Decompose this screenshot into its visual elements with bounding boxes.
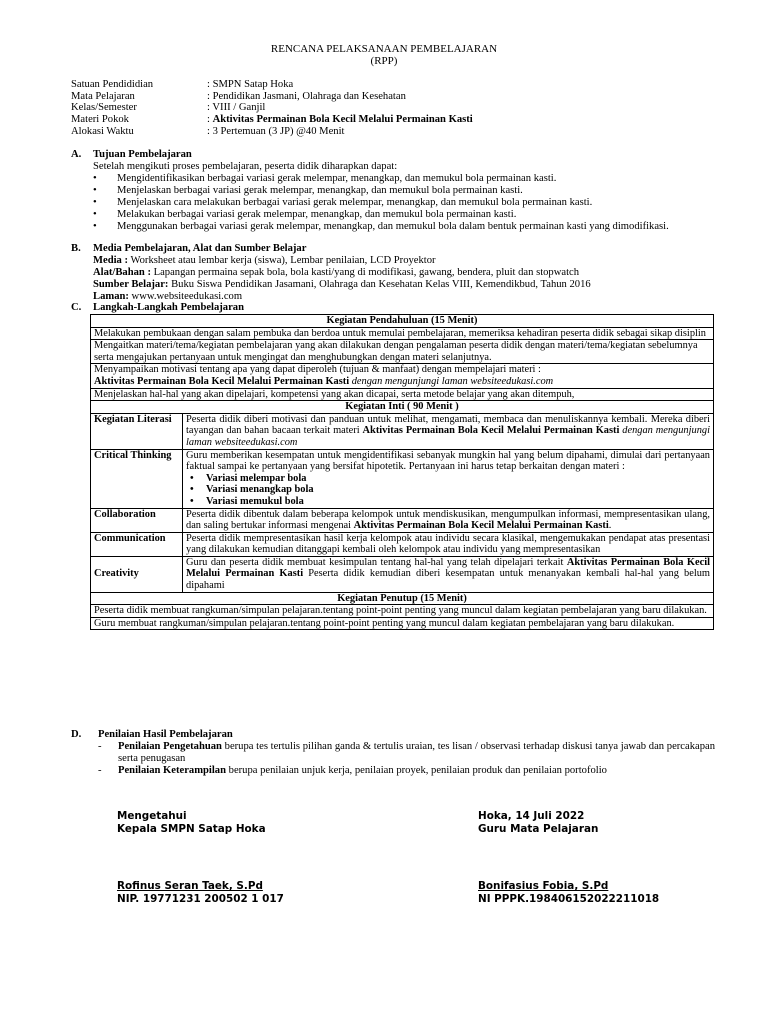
- list-item: • Variasi menangkap bola: [186, 484, 710, 496]
- cell-italic: dengan mengunjungi laman websiteedukasi.com: [186, 425, 710, 448]
- table-row: Menjelaskan hal-hal yang akan dipelajari, kompetensi yang akan dicapai, serta metode belajar yang akan ditempuh,: [91, 388, 714, 401]
- signature-left: [117, 810, 284, 906]
- list-item: • Menggunakan berbagai variasi gerak melempar, menangkap, dan memukul bola dalam bentuk permainan kasti yang dimodifikasi.: [93, 221, 711, 233]
- identity-label: Materi Pokok: [71, 114, 129, 126]
- section-letter: A.: [71, 149, 82, 160]
- signature-line: Kepala SMPN Satap Hoka: [117, 823, 266, 835]
- row-label: Collaboration: [91, 508, 183, 532]
- assessment-label: Penilaian Pengetahuan: [118, 741, 222, 752]
- table-cell-bold: Aktivitas Permainan Bola Kecil Melalui Permainan Kasti: [94, 375, 350, 387]
- assessment-text: berupa tes tertulis pilihan ganda & tertulis uraian, tes lisan / observasi terhadap diskusi tanya jawab dan percakapan serta penugasan: [118, 741, 716, 764]
- row-label: Communication: [91, 532, 183, 556]
- row-content: [183, 556, 714, 592]
- table-row: Mengaitkan materi/tema/kegiatan pembelajaran yang akan dilakukan dengan pengalaman peserta didik dengan materi/tema/kegiatan sebelumnya serta mengajukan pertanyaan untuk mengingat dan menghubungkan dengan materi selanjutnya.: [91, 340, 714, 364]
- table-row: [91, 449, 714, 508]
- section-letter: C.: [71, 302, 82, 313]
- identity-row: [71, 114, 473, 126]
- list-item: [96, 765, 715, 777]
- cell-text: Guru dan peserta didik membuat kesimpulan tentang hal-hal yang telah dipelajari terkait: [186, 556, 567, 568]
- cell-text: Guru memberikan kesempatan untuk mengidentifikasi sebanyak mungkin hal yang belum dipahami, dimulai dari pertanyaan faktual sampai ke pertanyaan yang bersifat hipotetik. Pertanyaan ini harus tetap berkaitan dengan materi :: [186, 449, 710, 473]
- identity-value: : VIII / Ganjil: [207, 102, 266, 114]
- list-item: • Melakukan berbagai variasi gerak melempar, menangkap, dan memukul bola permainan kasti.: [93, 209, 711, 221]
- media-text: Worksheet atau lembar kerja (siswa), Lembar penilaian, LCD Proyektor: [128, 255, 436, 266]
- identity-block: [71, 79, 473, 137]
- identity-value-prefix: :: [207, 114, 213, 126]
- identity-label: Mata Pelajaran: [71, 90, 135, 102]
- section-heading: Tujuan Pembelajaran: [93, 149, 192, 160]
- identity-value: : SMPN Satap Hoka: [207, 79, 294, 90]
- cell-text: Peserta didik diberi motivasi dan panduan untuk melihat, mengamati, membaca dan menuliskannya kembali. Mereka diberi tayangan dan bahan bacaan terkait materi: [186, 413, 710, 437]
- list-item: • Variasi memukul bola: [186, 496, 710, 508]
- sumber-line: [93, 279, 711, 291]
- identity-row: [71, 91, 473, 103]
- table-row: Peserta didik membuat rangkuman/simpulan pelajaran.tentang point-point penting yang muncul dalam kegiatan pembelajaran yang baru dilakukan.: [91, 605, 714, 618]
- list-item: [96, 741, 715, 765]
- table-header: Kegiatan Penutup (15 Menit): [91, 592, 714, 605]
- table-header: Kegiatan Pendahuluan (15 Menit): [91, 315, 714, 328]
- signature-name: Rofinus Seran Taek, S.Pd: [117, 880, 263, 892]
- critical-items: [186, 473, 710, 508]
- document-title: RENCANA PELAKSANAAN PEMBELAJARAN: [270, 43, 498, 55]
- laman-label: Laman:: [93, 291, 129, 302]
- signature-id: NI PPPK.198406152022211018: [478, 893, 660, 905]
- section-intro: Setelah mengikuti proses pembelajaran, peserta didik diharapkan dapat:: [93, 161, 398, 172]
- section-heading: Langkah-Langkah Pembelajaran: [93, 302, 244, 313]
- table-row: Guru membuat rangkuman/simpulan pelajaran.tentang point-point penting yang muncul dalam kegiatan pembelajaran yang baru dilakukan.: [91, 617, 714, 630]
- table-cell-italic: dengan mengunjungi laman websiteedukasi.com: [349, 375, 554, 387]
- identity-label: Satuan Pendididian: [71, 79, 154, 90]
- identity-row: [71, 126, 473, 138]
- row-content: [183, 413, 714, 449]
- signature-line: Mengetahui: [117, 810, 187, 822]
- cell-text: Peserta didik dibentuk dalam beberapa kelompok untuk mendiskusikan, mengumpulkan informasi, mempresentasikan ulang, dan saling bertukar informasi mengenai: [186, 508, 710, 532]
- row-content: [183, 449, 714, 508]
- row-label: Critical Thinking: [91, 449, 183, 508]
- section-heading: Penilaian Hasil Pembelajaran: [98, 729, 233, 740]
- signature-id: NIP. 19771231 200502 1 017: [117, 893, 284, 905]
- objectives-list: [71, 173, 711, 233]
- assessment-text: berupa penilaian unjuk kerja, penilaian proyek, penilaian produk dan penilaian portofolio: [226, 765, 607, 776]
- cell-bold: Aktivitas Permainan Bola Kecil Melalui Permainan Kasti: [353, 520, 609, 532]
- sumber-text: Buku Siswa Pendidikan Jasamani, Olahraga dan Kesehatan Kelas VIII, Kemendikbud, Tahun 2016: [168, 279, 591, 290]
- table-cell-text: Menyampaikan motivasi tentang apa yang dapat diperoleh (tujuan & manfaat) dengan mempelajari materi :: [94, 364, 541, 376]
- cell-bold: Aktivitas Permainan Bola Kecil Melalui Permainan Kasti: [186, 556, 710, 580]
- media-line: [93, 255, 711, 267]
- alat-text: Lapangan permaina sepak bola, bola kasti/yang di modifikasi, gawang, bendera, pluit dan stopwatch: [150, 267, 580, 278]
- cell-text: Peserta didik kemudian diberi kesempatan untuk menanyakan kembali hal-hal yang belum dipahami: [186, 568, 711, 592]
- cell-bold: Aktivitas Permainan Bola Kecil Melalui Permainan Kasti: [362, 425, 620, 437]
- cell-text: .: [608, 520, 612, 532]
- table-row: Melakukan pembukaan dengan salam pembuka dan berdoa untuk memulai pembelajaran, memeriksa kehadiran peserta didik sebagai sikap disiplin: [91, 327, 714, 340]
- row-content: Peserta didik mempresentasikan hasil kerja kelompok atau individu secara klasikal, mengemukakan pendapat atas presentasi yang dilakukan kemudian ditanggapi kembali oleh kelompok atau individu yang mempresentasikan: [183, 532, 714, 556]
- section-b: [71, 243, 711, 303]
- signature-line: Hoka, 14 Juli 2022: [478, 810, 585, 822]
- row-label: Kegiatan Literasi: [91, 413, 183, 449]
- learning-steps-table: [90, 314, 714, 630]
- media-label: Media :: [93, 255, 129, 266]
- table-row: [91, 532, 714, 556]
- section-d: [71, 729, 715, 777]
- section-heading: Media Pembelajaran, Alat dan Sumber Belajar: [93, 243, 307, 254]
- list-item: • Variasi melempar bola: [186, 473, 710, 485]
- alat-label: Alat/Bahan :: [93, 267, 151, 278]
- section-letter: B.: [71, 243, 81, 254]
- identity-value: : Pendidikan Jasmani, Olahraga dan Kesehatan: [207, 90, 406, 102]
- identity-value: : 3 Pertemuan (3 JP) @40 Menit: [207, 125, 345, 137]
- laman-text: www.websiteedukasi.com: [128, 291, 243, 302]
- signature-line: Guru Mata Pelajaran: [478, 823, 599, 835]
- table-row: [91, 413, 714, 449]
- table-row: [91, 508, 714, 532]
- signature-right: [478, 810, 659, 906]
- row-content: [183, 508, 714, 532]
- identity-label: Alokasi Waktu: [71, 125, 134, 137]
- alat-line: [93, 267, 711, 279]
- assessment-label: Penilaian Keterampilan: [118, 765, 226, 776]
- row-label: Creativity: [91, 556, 183, 592]
- document-subtitle: (RPP): [370, 55, 398, 67]
- identity-row: [71, 102, 473, 114]
- signature-name: Bonifasius Fobia, S.Pd: [478, 880, 609, 892]
- identity-row: [71, 79, 473, 91]
- section-c: [71, 302, 711, 314]
- sumber-label: Sumber Belajar:: [93, 279, 169, 290]
- table-row: [91, 364, 714, 388]
- identity-value: Aktivitas Permainan Bola Kecil Melalui Permainan Kasti: [212, 114, 473, 126]
- section-a: [71, 149, 711, 233]
- table-row: [91, 556, 714, 592]
- list-item: • Menjelaskan berbagai variasi gerak melempar, menangkap, dan memukul bola permainan kasti.: [93, 185, 711, 197]
- assessment-list: [71, 741, 715, 777]
- table-header: Kegiatan Inti ( 90 Menit ): [91, 401, 714, 414]
- list-item: • Mengidentifikasikan berbagai variasi gerak melempar, menangkap, dan memukul bola permainan kasti.: [93, 173, 711, 185]
- list-item: • Menjelaskan cara melakukan berbagai variasi gerak melempar, menangkap, dan memukul bola permainan kasti.: [93, 197, 711, 209]
- section-letter: D.: [71, 729, 82, 740]
- identity-label: Kelas/Semester: [71, 102, 137, 114]
